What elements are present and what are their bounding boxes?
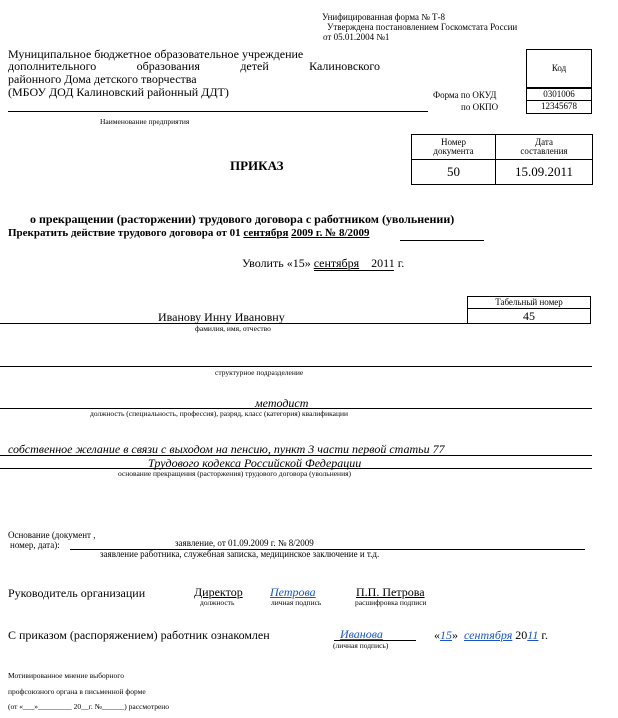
employee-name: Иванову Инну Ивановну <box>158 310 285 324</box>
basis-label1: Основание (документ , <box>8 530 96 540</box>
reason-caption: основание прекращения (расторжения) трудового договора (увольнения) <box>118 469 352 478</box>
ack-date: «15» сентября 2011 г. <box>434 628 548 642</box>
reason-line2: Трудового кодекса Российской Федерации <box>148 456 362 470</box>
subject-title: о прекращении (расторжении) трудового договора с работником (увольнении) <box>30 212 455 226</box>
head-signature-caption: личная подпись <box>271 598 322 607</box>
contract-month: сентября <box>243 227 289 239</box>
position-caption: должность (специальность, профессия), разряд, класс (категория) квалификации <box>90 409 349 418</box>
head-label: Руководитель организации <box>8 586 146 600</box>
contract-underline <box>400 240 484 241</box>
head-signature: Петрова <box>270 585 316 599</box>
employee-name-caption: фамилия, имя, отчество <box>195 324 271 333</box>
org-name-line2: дополнительного образования детей Калиновского <box>8 59 380 73</box>
union-line2: профсоюзного органа в письменной форме <box>8 687 146 696</box>
dismiss-line: Уволить «15» сентября 2011 г. <box>242 256 405 270</box>
union-line1: Мотивированное мнение выборного <box>8 671 124 680</box>
okud-label: Форма по ОКУД <box>433 90 497 100</box>
contract-line: Прекратить действие трудового договора от 01 сентября 2009 г. № 8/2009 <box>8 227 370 239</box>
position-value: методист <box>255 396 309 410</box>
head-name: П.П. Петрова <box>356 585 425 599</box>
ack-signature: Иванова <box>340 627 383 641</box>
doc-date: 15.09.2011 <box>495 159 593 185</box>
basis-label2: номер, дата): <box>10 540 60 550</box>
form-number: Унифицированная форма № Т-8 <box>322 12 446 22</box>
okud-value: 0301006 <box>526 88 592 101</box>
dept-caption: структурное подразделение <box>215 368 304 377</box>
reason-line1: собственное желание в связи с выходом на пенсию, пункт 3 части первой статьи 77 <box>8 442 445 456</box>
head-name-caption: расшифровка подписи <box>355 598 427 607</box>
basis-caption: заявление работника, служебная записка, медицинское заключение и т.д. <box>100 549 380 559</box>
form-approval-date: от 05.01.2004 №1 <box>323 32 390 42</box>
tab-number-value: 45 <box>467 308 591 324</box>
doc-title: ПРИКАЗ <box>230 158 284 173</box>
okpo-value: 12345678 <box>526 100 592 114</box>
dismiss-underline <box>314 270 394 271</box>
basis-value: заявление, от 01.09.2009 г. № 8/2009 <box>175 538 314 548</box>
head-position-caption: должность <box>200 598 235 607</box>
org-underline <box>8 111 428 112</box>
tab-number-header: Табельный номер <box>467 296 591 309</box>
okpo-label: по ОКПО <box>461 102 499 112</box>
dept-underline <box>0 366 592 367</box>
ack-label: С приказом (распоряжением) работник ознакомлен <box>8 628 270 642</box>
head-position: Директор <box>194 585 243 599</box>
ack-signature-caption: (личная подпись) <box>333 641 389 650</box>
union-line3: (от «___»_________ 20__г. №______) рассмотрено <box>8 702 170 711</box>
org-name-line3: районного Дома детского творчества <box>8 72 197 86</box>
codes-header: Код <box>526 49 592 88</box>
doc-number: 50 <box>411 159 496 185</box>
org-name-line1: Муниципальное бюджетное образовательное учреждение <box>8 47 304 61</box>
ack-month: сентября <box>464 628 513 642</box>
org-caption: Наименование предприятия <box>100 117 190 126</box>
doc-date-header: Дата составления <box>495 134 593 160</box>
doc-number-header: Номер документа <box>411 134 496 160</box>
org-name-line4: (МБОУ ДОД Калиновский районный ДДТ) <box>8 85 229 99</box>
form-approval: Утверждена постановлением Госкомстата России <box>327 22 518 32</box>
